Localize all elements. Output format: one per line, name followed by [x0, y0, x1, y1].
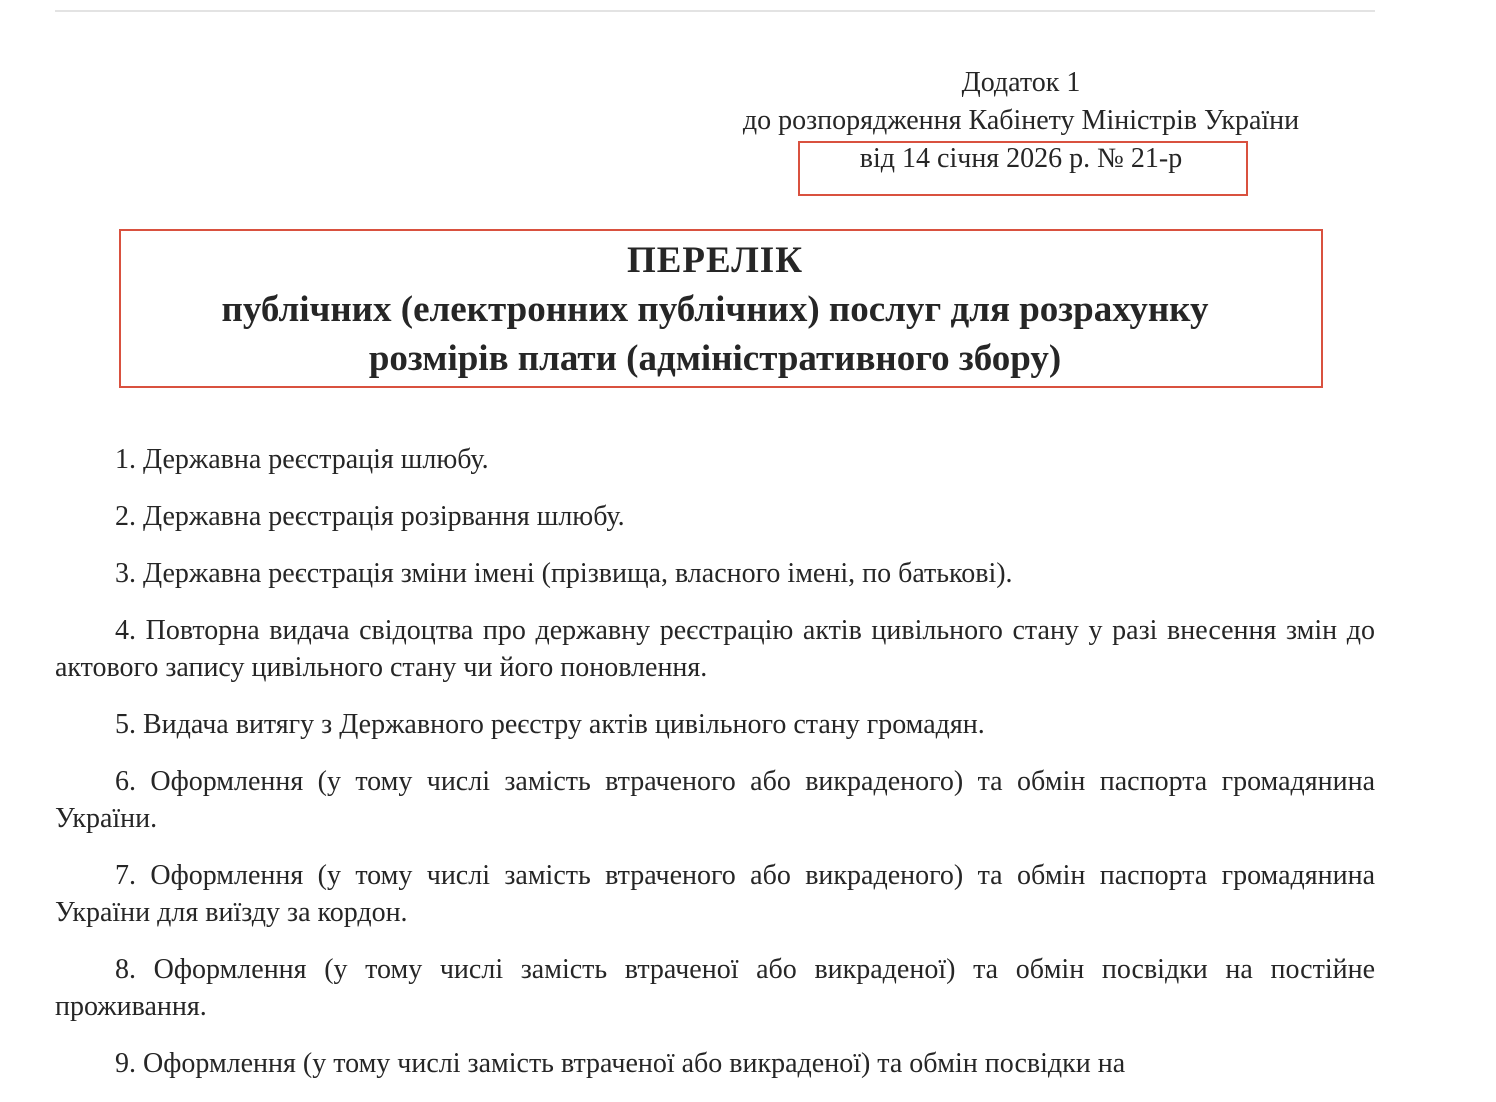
document-title	[119, 236, 1311, 383]
appendix-number: Додаток 1	[961, 67, 1081, 98]
list-item: 3. Державна реєстрація зміни імені (прізвища, власного імені, по батькові).	[115, 558, 1013, 589]
title-main: ПЕРЕЛІК	[626, 240, 804, 281]
appendix-reference: до розпорядження Кабінету Міністрів України	[742, 105, 1300, 136]
title-subtitle-line-2: розмірів плати (адміністративного збору)	[368, 338, 1062, 379]
list-item: 5. Видача витягу з Державного реєстру актів цивільного стану громадян.	[115, 709, 985, 740]
appendix-date: від 14 січня 2026 р. № 21-р	[859, 143, 1183, 174]
services-list	[55, 441, 1375, 1102]
list-item: 9. Оформлення (у тому числі замість втраченої або викраденої) та обмін посвідки на	[115, 1048, 1126, 1079]
list-item: 6. Оформлення (у тому числі замість втраченого або викраденого) та обмін паспорта громадянина України.	[55, 766, 1375, 834]
date-highlight-box	[798, 141, 1248, 196]
list-item: 7. Оформлення (у тому числі замість втраченого або викраденого) та обмін паспорта громадянина України для виїзду за кордон.	[55, 860, 1375, 928]
list-item: 8. Оформлення (у тому числі замість втраченої або викраденої) та обмін посвідки на постійне проживання.	[55, 954, 1375, 1022]
list-item: 2. Державна реєстрація розірвання шлюбу.	[115, 501, 625, 532]
title-subtitle-line-1: публічних (електронних публічних) послуг для розрахунку	[221, 289, 1209, 330]
list-item: 1. Державна реєстрація шлюбу.	[115, 444, 489, 475]
top-divider	[55, 10, 1375, 12]
list-item: 4. Повторна видача свідоцтва про державну реєстрацію актів цивільного стану у разі внесення змін до актового запису цивільного стану чи його поновлення.	[55, 615, 1375, 683]
